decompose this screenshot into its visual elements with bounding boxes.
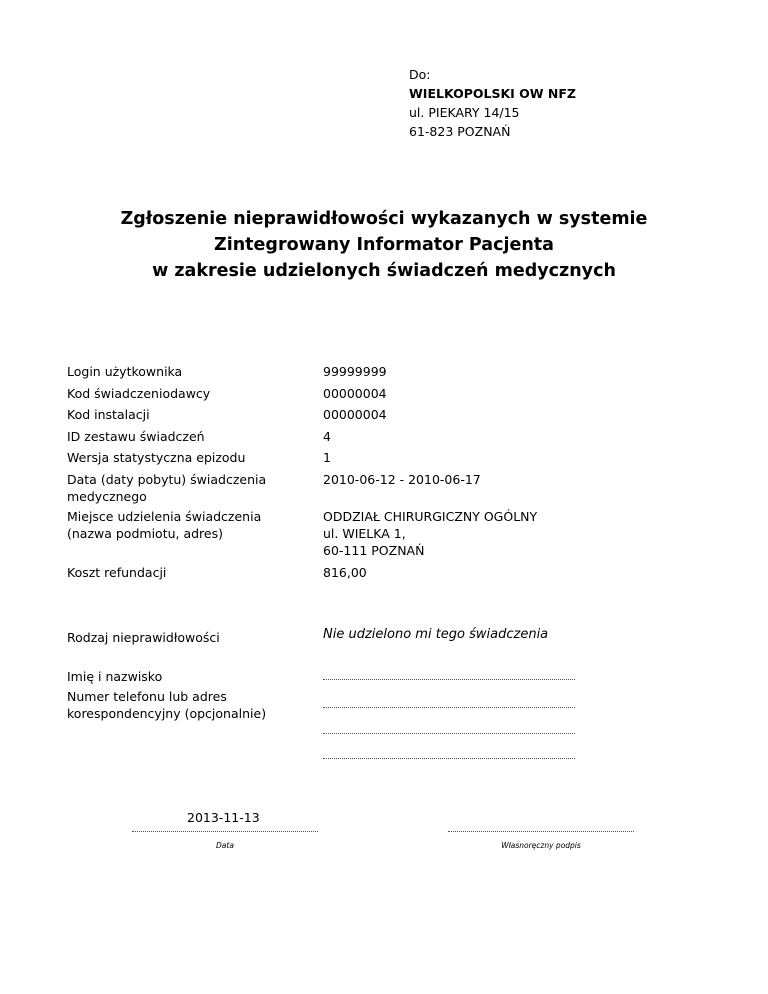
service-place-line-2: ul. WIELKA 1, <box>323 526 406 541</box>
phone-address-fill-line-3[interactable] <box>323 758 575 759</box>
field-label-episode-version: Wersja statystyczna epizodu <box>67 450 246 465</box>
service-place-line-3: 60-111 POZNAŃ <box>323 543 425 558</box>
field-value-service-dates: 2010-06-12 - 2010-06-17 <box>323 472 481 487</box>
document-title <box>0 206 768 284</box>
date-line[interactable] <box>132 831 318 832</box>
field-value-service-place <box>323 508 537 559</box>
name-fill-line[interactable] <box>323 679 575 680</box>
date-caption: Data <box>216 841 234 850</box>
recipient-city: 61-823 POZNAŃ <box>409 124 511 139</box>
irregularity-label: Rodzaj nieprawidłowości <box>67 630 220 645</box>
field-value-provider-code: 00000004 <box>323 386 387 401</box>
field-label-provider-code: Kod świadczeniodawcy <box>67 386 211 401</box>
title-line-1: Zgłoszenie nieprawidłowości wykazanych w systemie <box>120 209 648 229</box>
phone-address-fill-line-1[interactable] <box>323 707 575 708</box>
phone-address-label: Numer telefonu lub adres korespondencyjny (opcjonalnie) <box>67 689 267 721</box>
field-value-installation-code: 00000004 <box>323 407 387 422</box>
recipient-to-label: Do: <box>409 67 431 82</box>
field-label-service-set-id: ID zestawu świadczeń <box>67 429 205 444</box>
irregularity-value: Nie udzielono mi tego świadczenia <box>323 627 549 642</box>
field-label-service-place: Miejsce udzielenia świadczenia (nazwa podmiotu, adres) <box>67 509 262 541</box>
recipient-address <box>409 65 576 141</box>
recipient-name: WIELKOPOLSKI OW NFZ <box>409 86 576 101</box>
field-value-login: 99999999 <box>323 364 387 379</box>
field-value-episode-version: 1 <box>323 450 331 465</box>
field-value-refund-cost: 816,00 <box>323 565 367 580</box>
signature-line[interactable] <box>448 831 634 832</box>
field-label-login: Login użytkownika <box>67 364 183 379</box>
field-value-service-set-id: 4 <box>323 429 331 444</box>
field-label-refund-cost: Koszt refundacji <box>67 565 167 580</box>
service-place-line-1: ODDZIAŁ CHIRURGICZNY OGÓLNY <box>323 509 538 524</box>
signature-date-value: 2013-11-13 <box>187 810 260 825</box>
phone-address-fill-line-2[interactable] <box>323 733 575 734</box>
signature-caption: Własnoręczny podpis <box>501 841 581 850</box>
title-line-2: Zintegrowany Informator Pacjenta <box>214 235 554 255</box>
title-line-3: w zakresie udzielonych świadczeń medycznych <box>152 261 616 281</box>
field-label-service-dates: Data (daty pobytu) świadczenia medycznego <box>67 472 267 504</box>
field-label-installation-code: Kod instalacji <box>67 407 150 422</box>
name-label: Imię i nazwisko <box>67 669 163 684</box>
recipient-street: ul. PIEKARY 14/15 <box>409 105 520 120</box>
